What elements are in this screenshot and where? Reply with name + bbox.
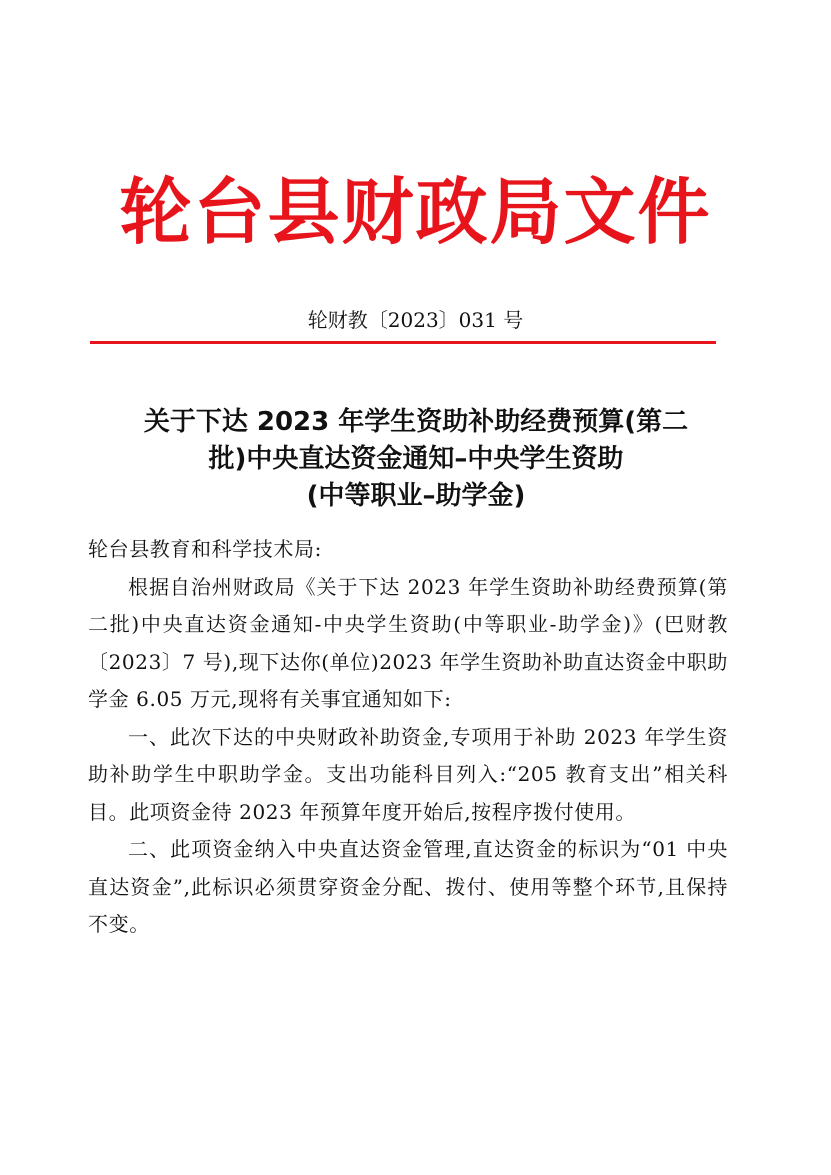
heading-line-1: 关于下达 2023 年学生资助补助经费预算(第二 <box>143 407 689 437</box>
paragraph-basis: 根据自治州财政局《关于下达 2023 年学生资助补助经费预算(第二批)中央直达资金通知-中央学生资助(中等职业-助学金)》(巴财教〔2023〕7 号),现下达你(单位)2023 年学生资助补助直达资金中职助学金 6.05 万元,现将有关事宜通知如下: <box>88 574 728 711</box>
document-body <box>88 531 728 944</box>
heading-line-2: 批)中央直达资金通知–中央学生资助 <box>208 444 624 474</box>
salutation: 轮台县教育和科学技术局: <box>88 537 322 561</box>
document-number: 轮财教〔2023〕031 号 <box>307 308 524 332</box>
paragraph-item-1: 一、此次下达的中央财政补助资金,专项用于补助 2023 年学生资助补助学生中职助学金。支出功能科目列入:“205 教育支出”相关科目。此项资金待 2023 年预算年度开始后,按程序拨付使用。 <box>88 724 728 824</box>
document-heading <box>86 404 746 515</box>
paragraph-item-2: 二、此项资金纳入中央直达资金管理,直达资金的标识为“01 中央直达资金”,此标识必须贯穿资金分配、拨付、使用等整个环节,且保持不变。 <box>88 837 728 936</box>
red-separator-line <box>90 341 716 344</box>
heading-line-3: (中等职业–助学金) <box>306 481 526 511</box>
issuing-organization-title: 轮台县财政局文件 <box>119 169 712 254</box>
